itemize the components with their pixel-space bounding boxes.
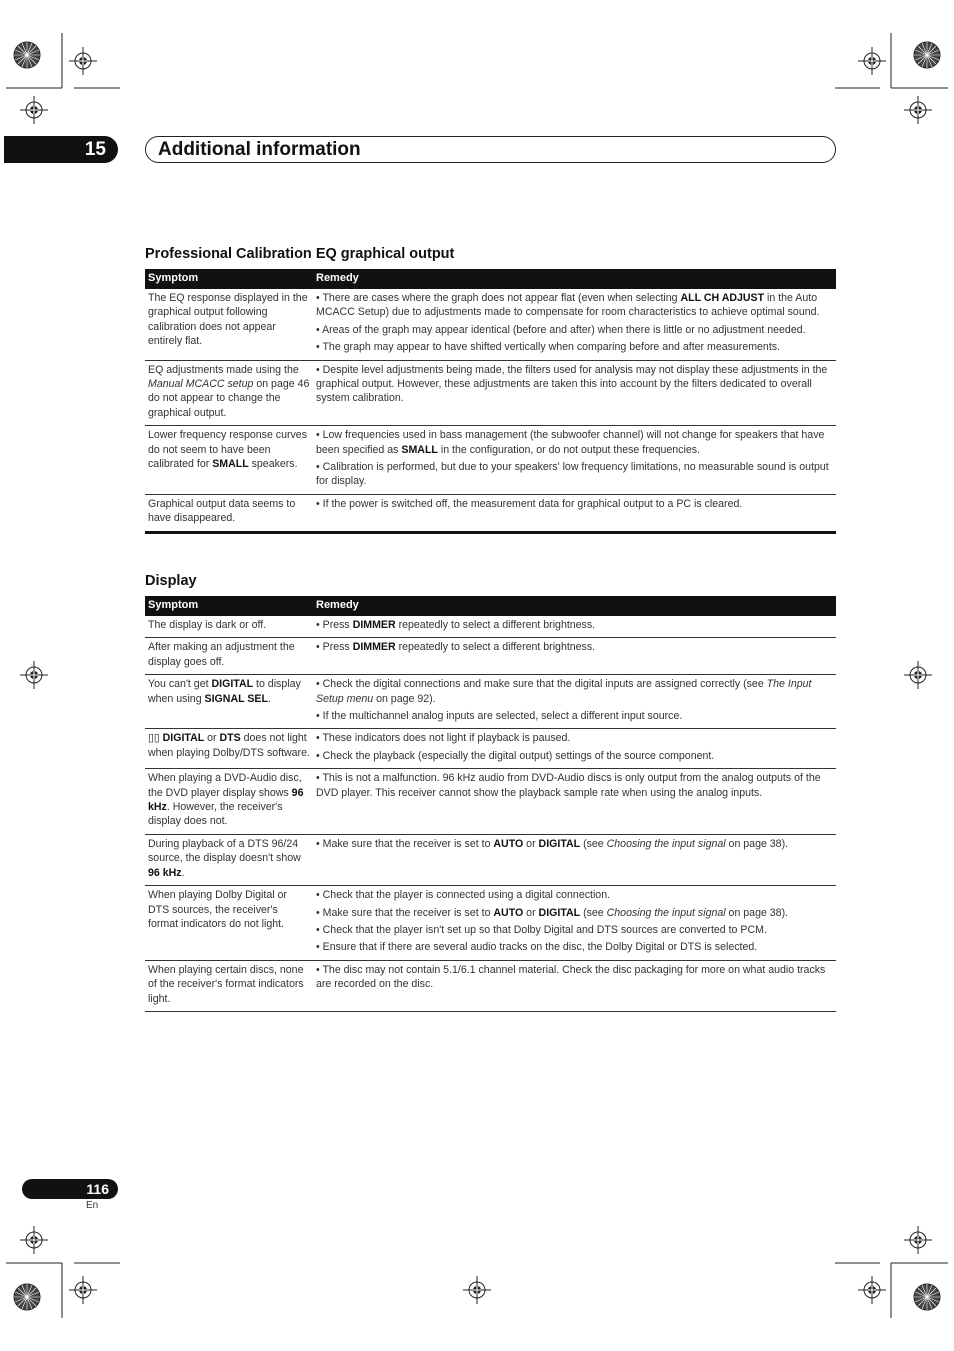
- remedy-cell: [313, 769, 836, 835]
- troubleshooting-table: [145, 269, 836, 534]
- remedy-item: • These indicators does not light if playback is paused.: [316, 732, 571, 745]
- remedy-item: • If the multichannel analog inputs are selected, select a different input source.: [316, 710, 683, 723]
- remedy-cell: [313, 886, 836, 961]
- symptom-cell: When playing a DVD-Audio disc, the DVD player display shows 96 kHz. However, the receiver's display does not.: [145, 769, 313, 835]
- symptom-cell: The display is dark or off.: [145, 616, 313, 638]
- symptom-cell: You can't get DIGITAL to display when using SIGNAL SEL.: [145, 675, 313, 729]
- remedy-cell: [313, 494, 836, 532]
- page-language: En: [86, 1200, 99, 1211]
- table-row: [145, 289, 836, 360]
- remedy-item: • Despite level adjustments being made, the filters used for analysis may not display these adjustments in the graphical output. However, these adjustments are taken this into account by the filters dedicated to overall system calibration.: [316, 363, 828, 405]
- remedy-item: • Check that the player isn't set up so that Dolby Digital and DTS sources are converted to PCM.: [316, 923, 767, 936]
- remedy-item: • Press DIMMER repeatedly to select a different brightness.: [316, 641, 596, 654]
- section-title: Professional Calibration EQ graphical output: [145, 246, 455, 262]
- symptom-cell: When playing certain discs, none of the receiver's format indicators light.: [145, 960, 313, 1011]
- table-body: [145, 616, 836, 1011]
- remedy-cell: [313, 360, 836, 426]
- table-row: [145, 494, 836, 532]
- symptom-cell: Lower frequency response curves do not seem to have been calibrated for SMALL speakers.: [145, 426, 313, 495]
- troubleshooting-table: [145, 596, 836, 1012]
- section-title: Display: [145, 573, 197, 589]
- remedy-item: • Check the digital connections and make sure that the digital inputs are assigned correctly (see The Input Setup menu on page 92).: [316, 678, 812, 705]
- chapter-header: [145, 136, 836, 163]
- remedy-cell: [313, 675, 836, 729]
- symptom-cell: Graphical output data seems to have disappeared.: [145, 494, 313, 532]
- calibration-section: [145, 245, 836, 534]
- remedy-cell: [313, 834, 836, 885]
- remedy-item: • Low frequencies used in bass management (the subwoofer channel) will not change for speakers that have been specified as SMALL in the configuration, or do not output these frequencies.: [316, 429, 825, 456]
- remedy-item: • Check the playback (especially the digital output) settings of the source component.: [316, 749, 715, 762]
- remedy-item: • The graph may appear to have shifted vertically when comparing before and after measurements.: [316, 341, 781, 354]
- remedy-header: Remedy: [313, 269, 836, 289]
- remedy-item: • If the power is switched off, the measurement data for graphical output to a PC is cleared.: [316, 497, 743, 510]
- table-row: [145, 769, 836, 835]
- table-row: [145, 426, 836, 495]
- symptom-cell: During playback of a DTS 96/24 source, the display doesn't show 96 kHz.: [145, 834, 313, 885]
- chapter-title: Additional information: [158, 139, 361, 160]
- symptom-cell: After making an adjustment the display goes off.: [145, 638, 313, 675]
- remedy-item: • Calibration is performed, but due to your speakers' low frequency limitations, no measurable sound is output for display.: [316, 461, 829, 488]
- table-body: [145, 289, 836, 532]
- symptom-header: Symptom: [145, 596, 313, 616]
- symptom-cell: EQ adjustments made using the Manual MCACC setup on page 46 do not appear to change the graphical output.: [145, 360, 313, 426]
- remedy-cell: [313, 289, 836, 360]
- remedy-item: • Ensure that if there are several audio tracks on the disc, the Dolby Digital or DTS is selected.: [316, 941, 758, 954]
- remedy-cell: [313, 638, 836, 675]
- symptom-header: Symptom: [145, 269, 313, 289]
- remedy-cell: [313, 960, 836, 1011]
- remedy-cell: [313, 426, 836, 495]
- table-row: [145, 729, 836, 769]
- remedy-item: • Areas of the graph may appear identical (before and after) when there is little or no adjustment needed.: [316, 323, 806, 336]
- remedy-item: • This is not a malfunction. 96 kHz audio from DVD-Audio discs is only output from the analog outputs of the DVD player. This receiver cannot show the playback sample rate when using the analog inputs.: [316, 772, 821, 799]
- remedy-item: • The disc may not contain 5.1/6.1 channel material. Check the disc packaging for more on what audio tracks are recorded on the disc.: [316, 963, 826, 991]
- display-section: [145, 572, 836, 1012]
- remedy-item: • Press DIMMER repeatedly to select a different brightness.: [316, 619, 596, 631]
- table-row: [145, 616, 836, 638]
- symptom-cell: When playing Dolby Digital or DTS sources, the receiver's format indicators do not light.: [145, 886, 313, 961]
- remedy-item: • Check that the player is connected using a digital connection.: [316, 889, 611, 902]
- table-row: [145, 886, 836, 961]
- table-row: [145, 834, 836, 885]
- page-number: 116: [22, 1179, 118, 1199]
- remedy-header: Remedy: [313, 596, 836, 616]
- table-row: [145, 360, 836, 426]
- remedy-item: • Make sure that the receiver is set to AUTO or DIGITAL (see Choosing the input signal on page 38).: [316, 837, 789, 850]
- remedy-cell: [313, 729, 836, 769]
- remedy-item: • Make sure that the receiver is set to AUTO or DIGITAL (see Choosing the input signal on page 38).: [316, 906, 789, 919]
- table-row: [145, 638, 836, 675]
- symptom-cell: ▯▯ DIGITAL or DTS does not light when playing Dolby/DTS software.: [145, 729, 313, 769]
- chapter-number: 15: [4, 136, 118, 163]
- table-row: [145, 675, 836, 729]
- remedy-cell: [313, 616, 836, 638]
- remedy-item: • There are cases where the graph does not appear flat (even when selecting ALL CH ADJUST in the Auto MCACC Setup) due to adjustments made to compensate for room characteristics to achieve optimal sound.: [316, 292, 820, 319]
- symptom-cell: The EQ response displayed in the graphical output following calibration does not appear entirely flat.: [145, 289, 313, 360]
- table-row: [145, 960, 836, 1011]
